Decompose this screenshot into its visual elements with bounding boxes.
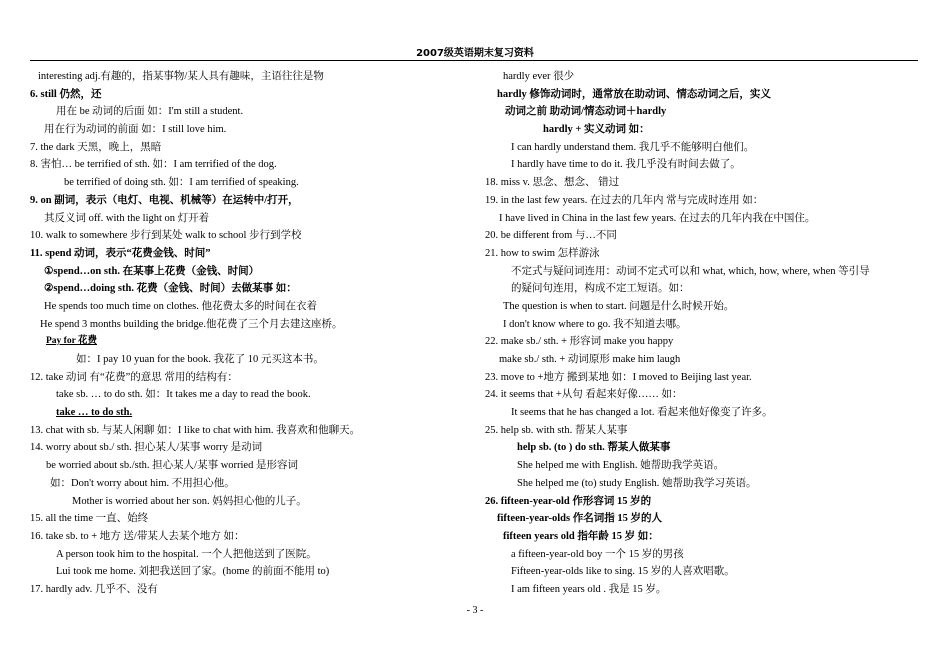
text-line: 其反义词 off. with the light on 灯开着: [44, 212, 210, 224]
text-line: Lui took me home. 刘把我送回了家。(home 的前面不能用 to): [56, 566, 330, 578]
text-line: 动词之前 助动词/情态动词＋hardly: [505, 106, 667, 118]
text-line: 21. how to swim 怎样游泳: [485, 247, 600, 259]
text-line: 20. be different from 与…不同: [485, 230, 617, 242]
text-line: 的疑问句连用，构成不定工短语。如：: [511, 283, 690, 295]
text-line: fifteen-year-olds 作名词指 15 岁的人: [497, 513, 662, 525]
text-line: Pay for 花费: [46, 336, 98, 347]
text-line: 15. all the time 一直、始终: [30, 513, 149, 525]
right-column: [485, 68, 925, 599]
text-line: 不定式与疑问词连用：动词不定式可以和 what, which, how, where, when 等引导: [511, 265, 870, 277]
text-line: ②spend…doing sth. 花费（金钱、时间）去做某事 如：: [44, 283, 297, 295]
text-line: He spend 3 months building the bridge.他花费了三个月去建这座桥。: [40, 318, 343, 330]
text-line: She helped me (to) study English. 她帮助我学习英语。: [517, 477, 757, 489]
text-line: help sb. (to ) do sth. 帮某人做某事: [517, 442, 671, 454]
text-line: 6. still 仍然，还: [30, 88, 102, 100]
text-line: 7. the dark 天黑，晚上，黑暗: [30, 141, 162, 153]
text-line: fifteen years old 指年龄 15 岁 如：: [503, 530, 659, 542]
text-line: The question is when to start. 问题是什么时候开始。: [503, 300, 735, 312]
text-line: 用在行为动词的前面 如：I still love him.: [44, 124, 227, 136]
text-line: 12. take 动词 有“花费”的意思 常用的结构有：: [30, 371, 238, 383]
text-line: be terrified of doing sth. 如：I am terrified of speaking.: [64, 177, 299, 189]
text-line: Mother is worried about her son. 妈妈担心他的儿子。: [72, 495, 307, 507]
text-line: 23. move to +地方 搬到某地 如：I moved to Beijing last year.: [485, 371, 752, 383]
text-line: 17. hardly adv. 几乎不、没有: [30, 583, 158, 595]
text-line: I have lived in China in the last few years. 在过去的几年内我在中国住。: [499, 212, 816, 224]
text-line: ①spend…on sth. 在某事上花费（金钱、时间）: [44, 265, 260, 277]
text-line: 用在 be 动词的后面 如：I'm still a student.: [56, 106, 244, 118]
text-line: 8. 害怕… be terrified of sth. 如：I am terrified of the dog.: [30, 159, 277, 171]
text-line: I hardly have time to do it. 我几乎没有时间去做了。: [511, 159, 741, 171]
text-line: It seems that he has changed a lot. 看起来他好像变了许多。: [511, 407, 773, 419]
text-line: 9. on 副词，表示（电灯、电视、机械等）在运转中/打开，: [30, 194, 299, 206]
text-line: 11. spend 动词，表示“花费金钱、时间”: [30, 247, 211, 259]
text-line: hardly ever 很少: [503, 71, 575, 82]
page-number: - 3 -: [466, 605, 484, 616]
text-line: 如：I pay 10 yuan for the book. 我花了 10 元买这本书。: [76, 354, 324, 365]
text-line: hardly + 实义动词 如：: [543, 124, 650, 136]
text-line: take sb. … to do sth. 如：It takes me a day to read the book.: [56, 389, 311, 401]
text-line: I am fifteen years old . 我是 15 岁。: [511, 583, 667, 595]
text-line: 18. miss v. 思念、想念、 错过: [485, 177, 620, 189]
text-line: He spends too much time on clothes. 他花费太多的时间在衣着: [44, 300, 317, 312]
text-line: Fifteen-year-olds like to sing. 15 岁的人喜欢唱歌。: [511, 566, 735, 578]
text-line: A person took him to the hospital. 一个人把他送到了医院。: [56, 548, 317, 560]
text-line: hardly 修饰动词时，通常放在助动词、情态动词之后，实义: [497, 88, 771, 100]
text-line: 26. fifteen-year-old 作形容词 15 岁的: [485, 495, 652, 507]
text-line: 19. in the last few years. 在过去的几年内 常与完成时连用 如：: [485, 194, 764, 206]
text-line: 14. worry about sb./ sth. 担心某人/某事 worry 是动词: [30, 442, 263, 454]
text-line: 10. walk to somewhere 步行到某处 walk to school 步行到学校: [30, 230, 302, 242]
text-line: 如：Don't worry about him. 不用担心他。: [50, 477, 235, 489]
text-line: take … to do sth.: [56, 407, 133, 419]
text-line: a fifteen-year-old boy 一个 15 岁的男孩: [511, 548, 684, 560]
text-line: 13. chat with sb. 与某人闲聊 如：I like to chat with him. 我喜欢和他聊天。: [30, 424, 361, 436]
text-line: 24. it seems that +从句 看起来好像…… 如：: [485, 389, 683, 401]
left-column: [30, 68, 470, 599]
text-line: I can hardly understand them. 我几乎不能够明白他们。: [511, 141, 755, 153]
text-line: 25. help sb. with sth. 帮某人某事: [485, 424, 628, 436]
text-line: 22. make sb./ sth. + 形容词 make you happy: [485, 336, 674, 348]
text-line: make sb./ sth. + 动词原形 make him laugh: [499, 354, 681, 365]
header-rule: [30, 60, 918, 61]
text-line: I don't know where to go. 我不知道去哪。: [503, 318, 687, 330]
text-line: She helped me with English. 她帮助我学英语。: [517, 460, 725, 472]
text-line: 16. take sb. to + 地方 送/带某人去某个地方 如：: [30, 530, 245, 542]
text-line: be worried about sb./sth. 担心某人/某事 worried 是形容词: [46, 460, 298, 472]
text-line: interesting adj.有趣的，指某事物/某人具有趣味，主语往往是物: [38, 71, 324, 82]
page-header: 2007级英语期末复习资料: [416, 48, 534, 59]
